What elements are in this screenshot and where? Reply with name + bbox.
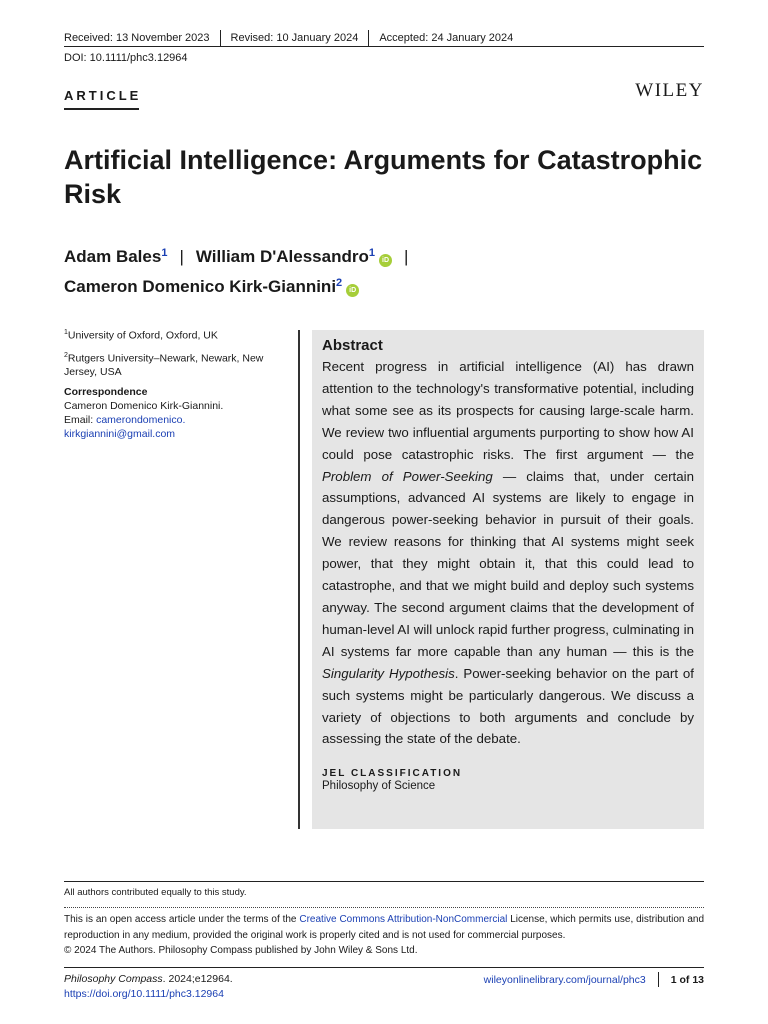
column-divider [298, 330, 300, 829]
journal-site-link[interactable]: wileyonlinelibrary.com/journal/phc3 [483, 973, 646, 986]
email-link[interactable]: kirkgiannini@gmail.com [64, 428, 176, 440]
license-text [64, 912, 704, 943]
dotted-divider [64, 907, 704, 908]
author-name[interactable]: Cameron Domenico Kirk-Giannini [64, 277, 337, 296]
email-label: Email: [64, 414, 97, 426]
abstract-italic-term: Singularity Hypothesis [322, 665, 455, 681]
abstract-segment: — claims that, under certain assumptions, advanced AI systems are likely to engage in dangerous power-seeking behavior in pursuit of their goals. We review reasons for thinking that AI systems might seek power, that they might obtain it, that this could lead to catastrophe, and that we might build and deploy such systems anyway. The second argument claims that the development of human-level AI will unlock rapid further progress, culminating in AI systems far more capable than any human — this is the [322, 468, 694, 659]
orcid-icon[interactable]: iD [379, 254, 392, 267]
publisher-logo: WILEY [635, 80, 704, 101]
copyright-text: © 2024 The Authors. Philosophy Compass published by John Wiley & Sons Ltd. [64, 945, 418, 956]
affiliation-text: University of Oxford, Oxford, UK [67, 329, 218, 342]
cc-license-link[interactable]: Creative Commons Attribution-NonCommercial [299, 914, 508, 925]
journal-details: . 2024;e12964. [162, 973, 233, 985]
affiliation-marker[interactable]: 1 [161, 247, 168, 259]
license-block [64, 912, 704, 959]
footer-rule [64, 967, 704, 968]
revised-date: Revised: 10 January 2024 [230, 32, 359, 44]
author-list [64, 240, 704, 300]
accepted-date: Accepted: 24 January 2024 [379, 32, 514, 44]
affiliation-marker[interactable]: 1 [368, 247, 375, 259]
affiliation-item [64, 349, 286, 380]
journal-citation [64, 972, 233, 1002]
date-divider [368, 30, 369, 46]
affiliation-item [64, 326, 286, 343]
article-type-label: ARTICLE [64, 88, 142, 103]
email-link[interactable]: camerondomenico. [96, 414, 186, 426]
affiliation-number: 1 [64, 329, 68, 336]
header-rule [64, 46, 704, 47]
affiliation-text: Rutgers University–Newark, Newark, New Jersey, USA [64, 352, 264, 378]
author-name[interactable]: Adam Bales [64, 247, 162, 266]
abstract-box [312, 330, 704, 829]
doi-text: DOI: 10.1111/phc3.12964 [64, 52, 188, 64]
author-separator: | [404, 247, 409, 266]
author-separator: | [179, 247, 184, 266]
date-line [64, 30, 513, 46]
correspondence-heading: Correspondence [64, 386, 148, 398]
affiliation-number: 2 [64, 351, 68, 359]
author-name[interactable]: William D'Alessandro [195, 247, 369, 266]
doi-link[interactable]: https://doi.org/10.1111/phc3.12964 [64, 988, 224, 1000]
abstract-text [322, 356, 694, 750]
orcid-icon[interactable]: iD [346, 284, 359, 297]
page-number: 1 of 13 [670, 973, 704, 986]
paper-title: Artificial Intelligence: Arguments for Catastrophic Risk [64, 145, 703, 209]
footer-right [484, 972, 704, 987]
correspondence-email [64, 413, 286, 427]
abstract-italic-term: Problem of Power-Seeking [322, 468, 493, 484]
affiliations-column [64, 326, 286, 441]
correspondence-name: Cameron Domenico Kirk-Giannini. [64, 400, 224, 412]
abstract-segment: Recent progress in artificial intelligence (AI) has drawn attention to the technology's transformative potential, including what some see as its prospects for causing large-scale harm. We review two influential arguments purporting to show how AI could pose catastrophic risks. The first argument — the [322, 359, 694, 462]
received-date: Received: 13 November 2023 [64, 32, 210, 44]
contribution-footnote: All authors contributed equally to this study. [64, 887, 247, 898]
article-label-underline [64, 108, 139, 110]
jel-heading: JEL CLASSIFICATION [322, 768, 463, 780]
date-divider [220, 30, 221, 46]
license-segment: License, which permits use, distribution and reproduction in any medium, provided the original work is properly cited and is not used for commercial purposes. [64, 914, 704, 941]
abstract-segment: . Power-seeking behavior on the part of such systems might be particularly dangerous. We discuss a variety of objections to both arguments and conclude by assessing the state of the debate. [322, 665, 694, 747]
license-segment: This is an open access article under the terms of the [64, 914, 300, 925]
footer-divider [658, 972, 659, 987]
abstract-heading: Abstract [322, 337, 383, 354]
journal-name: Philosophy Compass [64, 973, 163, 985]
affiliation-marker[interactable]: 2 [336, 277, 343, 289]
footnote-rule [64, 881, 704, 882]
jel-value: Philosophy of Science [322, 780, 436, 793]
correspondence-block [64, 385, 286, 441]
